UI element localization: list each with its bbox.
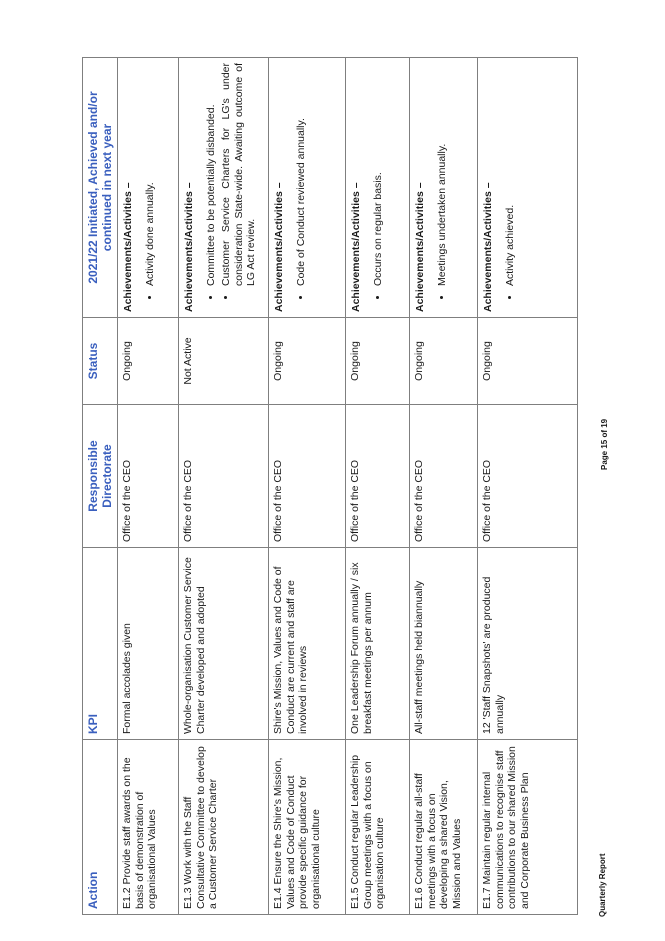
action-cell: E1.6 Conduct regular all-staff meetings with a focus on developing a shared Vision, Mission and Values	[410, 740, 478, 915]
table-row	[410, 58, 478, 915]
kpi-cell: Whole-organisation Customer Service Charter developed and adopted	[179, 548, 269, 740]
achievements-list	[372, 63, 385, 312]
achievements-label: Achievements/Activities –	[414, 182, 426, 312]
directorate-cell: Office of the CEO	[269, 405, 346, 548]
action-cell: E1.3 Work with the Staff Consultative Committee to develop a Customer Service Charter	[179, 740, 269, 915]
status-cell: Ongoing	[118, 318, 179, 405]
status-cell: Ongoing	[478, 318, 578, 405]
header-row	[83, 58, 118, 915]
status-cell: Not Active	[179, 318, 269, 405]
achievements-list	[205, 63, 258, 312]
col-header-status: Status	[83, 318, 118, 405]
directorate-cell: Office of the CEO	[410, 405, 478, 548]
footer-page-number: Page 15 of 19	[600, 418, 609, 470]
table-row	[346, 58, 410, 915]
directorate-cell: Office of the CEO	[179, 405, 269, 548]
achievement-item: • Activity done annually.	[144, 63, 157, 286]
achievements-list	[144, 63, 157, 312]
table-row	[179, 58, 269, 915]
kpi-cell: One Leadership Forum annually / six breakfast meetings per annum	[346, 548, 410, 740]
kpi-cell: 12 'Staff Snapshots' are produced annually	[478, 548, 578, 740]
status-cell: Ongoing	[269, 318, 346, 405]
action-cell: E1.2 Provide staff awards on the basis of demonstration of organisational Values	[118, 740, 179, 915]
kpi-cell: All-staff meetings held biannually	[410, 548, 478, 740]
col-header-kpi: KPI	[83, 548, 118, 740]
achievements-label: Achievements/Activities –	[183, 182, 195, 312]
directorate-cell: Office of the CEO	[478, 405, 578, 548]
table-row	[118, 58, 179, 915]
achievements-cell	[478, 58, 578, 318]
achievement-item: • Committee to be potentially disbanded.	[205, 63, 218, 286]
action-cell: E1.4 Ensure the Shire's Mission, Values and Code of Conduct provide specific guidance for organisational culture	[269, 740, 346, 915]
action-cell: E1.5 Conduct regular Leadership Group meetings with a focus on organisation culture	[346, 740, 410, 915]
achievements-cell	[179, 58, 269, 318]
kpi-table	[82, 57, 578, 915]
achievements-cell	[346, 58, 410, 318]
col-header-achievements: 2021/22 Initiated, Achieved and/or continued in next year	[83, 58, 118, 318]
achievements-label: Achievements/Activities –	[122, 182, 134, 312]
achievements-cell	[118, 58, 179, 318]
achievements-label: Achievements/Activities –	[482, 182, 494, 312]
table-row	[478, 58, 578, 915]
achievement-item: • Activity achieved.	[504, 63, 517, 286]
directorate-cell: Office of the CEO	[118, 405, 179, 548]
footer-report-title: Quarterly Report	[598, 853, 607, 917]
col-header-directorate: Responsible Directorate	[83, 405, 118, 548]
action-cell: E1.7 Maintain regular internal communications to recognise staff contributions to our shared Mission and Corporate Business Plan	[478, 740, 578, 915]
status-cell: Ongoing	[346, 318, 410, 405]
achievement-item: • Customer Service Charters for LG's under consideration State-wide. Awaiting outcome of LG Act review.	[220, 63, 258, 286]
achievements-list	[436, 63, 449, 312]
achievement-item: • Code of Conduct reviewed annually.	[295, 63, 308, 286]
table-row	[269, 58, 346, 915]
achievement-item: • Meetings undertaken annually.	[436, 63, 449, 286]
achievement-item: • Occurs on regular basis.	[372, 63, 385, 286]
achievements-list	[295, 63, 308, 312]
directorate-cell: Office of the CEO	[346, 405, 410, 548]
achievements-label: Achievements/Activities –	[350, 182, 362, 312]
kpi-cell: Formal accolades given	[118, 548, 179, 740]
col-header-action: Action	[83, 740, 118, 915]
achievements-cell	[410, 58, 478, 318]
achievements-list	[504, 63, 517, 312]
kpi-cell: Shire's Mission, Values and Code of Conduct are current and staff are involved in reviews	[269, 548, 346, 740]
table-body	[118, 58, 578, 915]
status-cell: Ongoing	[410, 318, 478, 405]
achievements-label: Achievements/Activities –	[273, 182, 285, 312]
achievements-cell	[269, 58, 346, 318]
